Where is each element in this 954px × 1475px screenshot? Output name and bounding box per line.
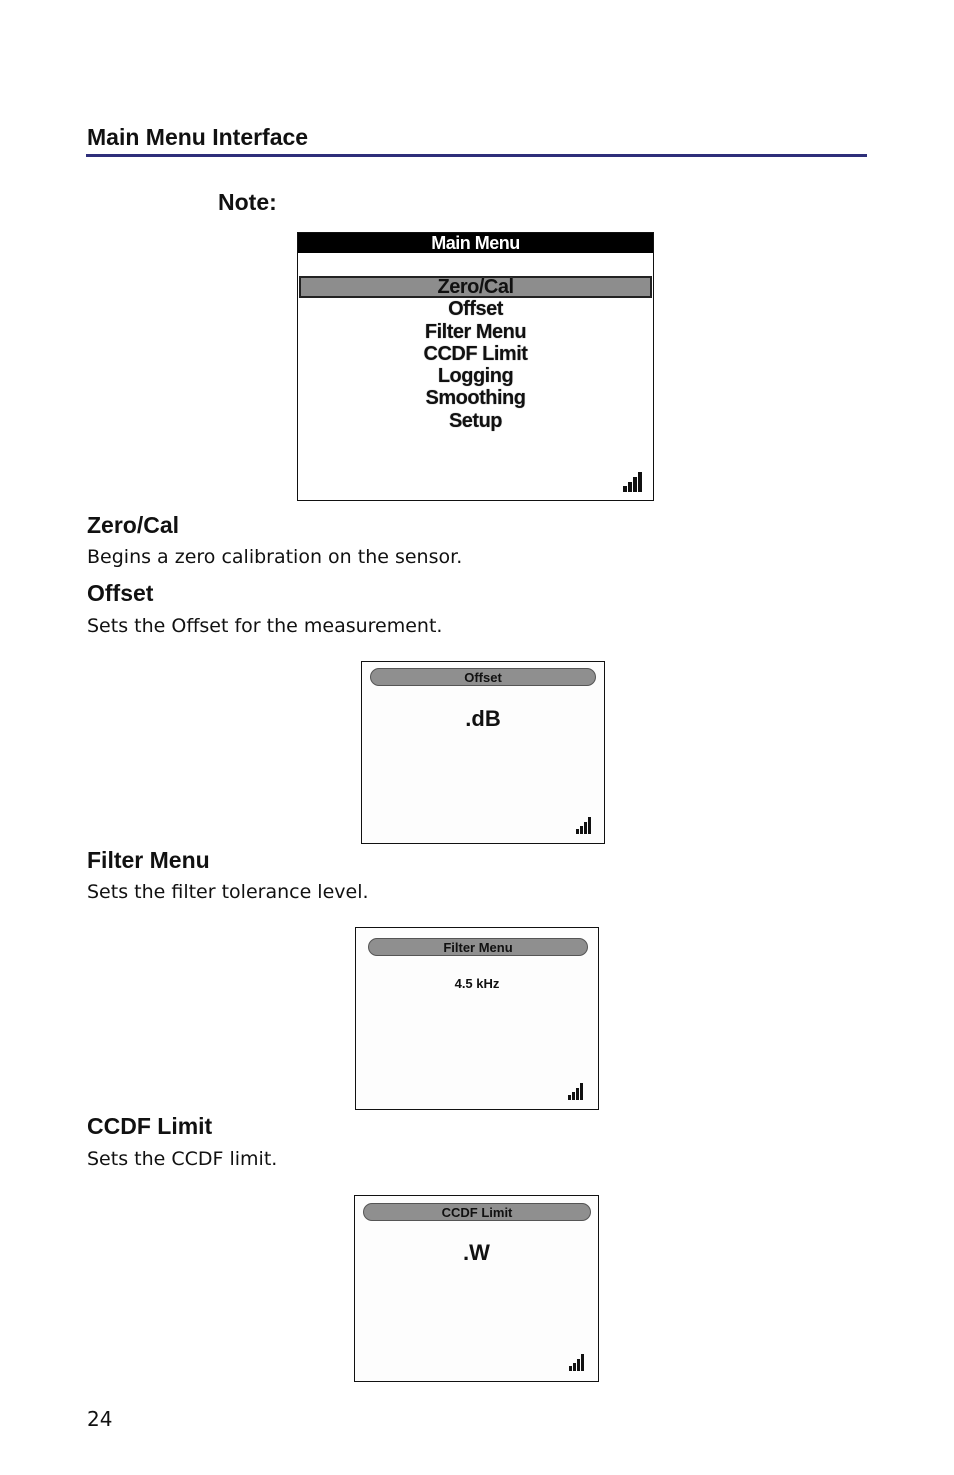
offset-value: .dB <box>465 706 501 731</box>
description-filter-menu: Sets the filter tolerance level. <box>87 881 369 903</box>
description-ccdf-limit: Sets the CCDF limit. <box>87 1148 278 1170</box>
description-offset: Sets the Offset for the measurement. <box>87 615 443 637</box>
menu-item-logging[interactable]: Logging <box>437 365 514 388</box>
menu-item-ccdf-limit[interactable]: CCDF Limit <box>423 342 528 365</box>
heading-ccdf-limit: CCDF Limit <box>87 1113 213 1139</box>
main-menu-list <box>298 276 653 432</box>
heading-zero-cal: Zero/Cal <box>87 512 180 538</box>
main-menu-screen <box>297 232 654 501</box>
ccdf-value: .W <box>463 1240 490 1265</box>
filter-menu-screen <box>355 927 599 1110</box>
main-menu-title: Main Menu <box>298 233 653 253</box>
filter-screen-title: Filter Menu <box>368 938 588 956</box>
signal-strength-icon <box>623 472 645 492</box>
menu-item-setup[interactable]: Setup <box>448 409 503 432</box>
signal-strength-icon <box>576 817 594 834</box>
menu-item-smoothing[interactable]: Smoothing <box>425 387 526 410</box>
page-number: 24 <box>87 1407 113 1431</box>
ccdf-screen-title: CCDF Limit <box>363 1203 591 1221</box>
title-rule <box>86 154 867 157</box>
heading-filter-menu: Filter Menu <box>87 847 210 873</box>
ccdf-limit-screen <box>354 1195 599 1382</box>
menu-item-zero-cal[interactable]: Zero/Cal <box>299 276 652 298</box>
filter-value: 4.5 kHz <box>454 976 500 991</box>
section-title: Main Menu Interface <box>87 124 309 150</box>
note-label: Note: <box>218 189 277 215</box>
menu-item-filter-menu[interactable]: Filter Menu <box>424 320 527 343</box>
heading-offset: Offset <box>87 580 154 606</box>
signal-strength-icon <box>569 1354 587 1371</box>
signal-strength-icon <box>568 1083 586 1100</box>
offset-screen <box>361 661 605 844</box>
offset-screen-title: Offset <box>370 668 596 686</box>
description-zero-cal: Begins a zero calibration on the sensor. <box>87 546 463 568</box>
menu-item-offset[interactable]: Offset <box>448 298 503 321</box>
